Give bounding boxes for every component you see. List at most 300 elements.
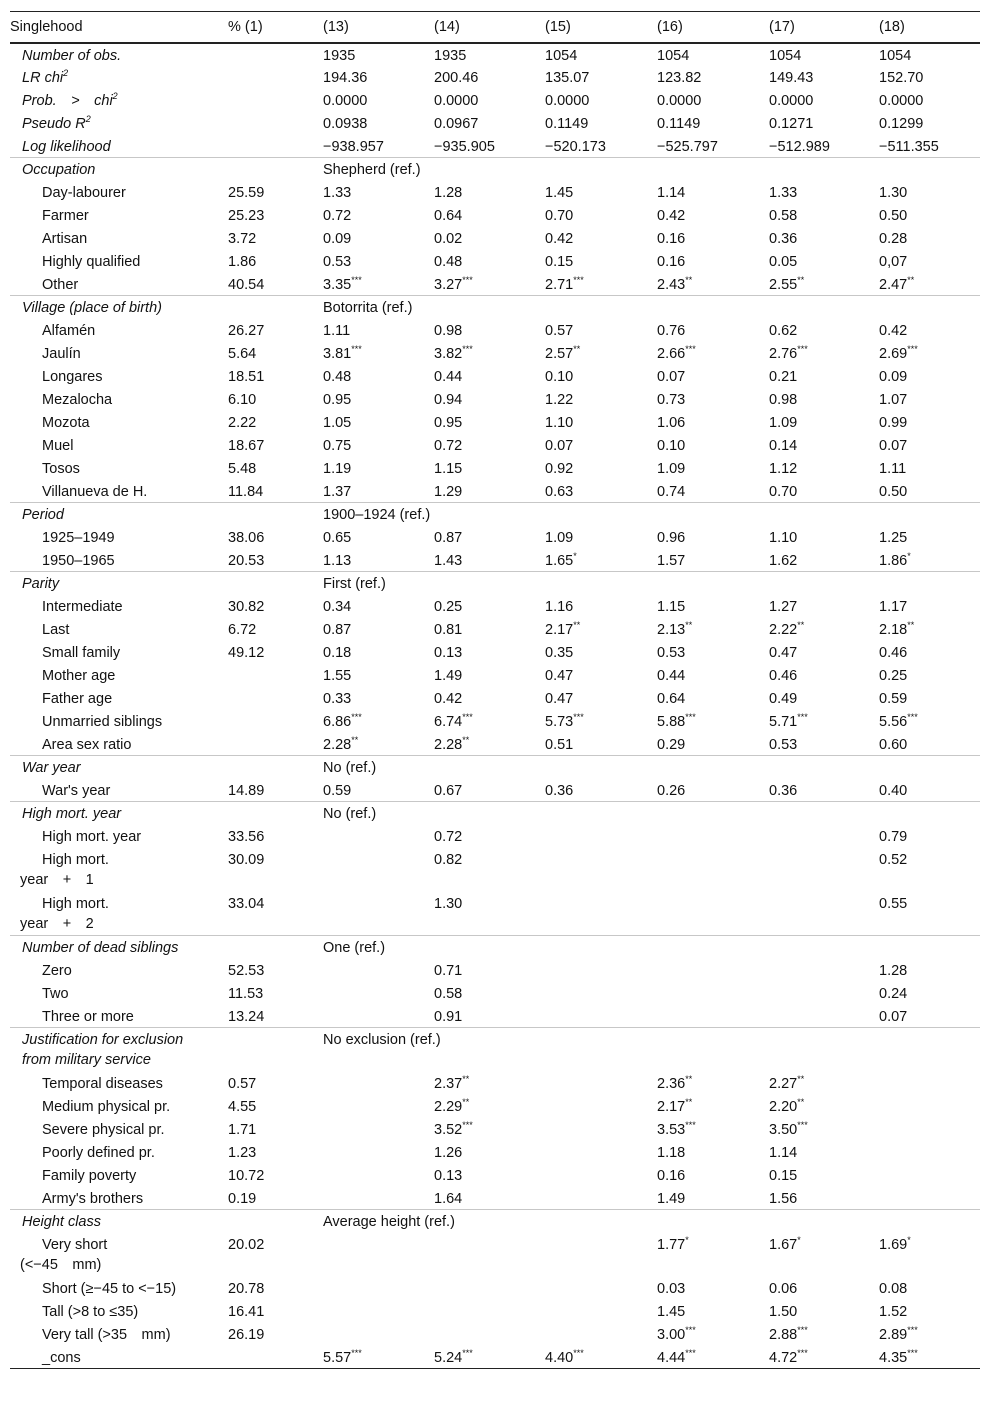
table-row [10, 1277, 980, 1300]
significance-stars: *** [907, 711, 918, 722]
coef-cell [323, 549, 434, 572]
coef-value: 0.70 [769, 483, 798, 500]
significance-stars: *** [573, 1347, 584, 1358]
percent-cell [228, 687, 323, 710]
percent-cell: 11.53 [228, 985, 264, 1002]
row-label-text: Longares [42, 368, 103, 385]
coef-cell [879, 1005, 980, 1028]
coef-value: 0.14 [769, 437, 798, 454]
coef-cell [323, 365, 434, 388]
coef-cell [879, 595, 980, 618]
percent-cell [228, 66, 323, 89]
coef-cell [434, 342, 545, 365]
significance-stars: *** [573, 711, 584, 722]
coef-cell [879, 43, 980, 66]
reference-category: 1900–1924 (ref.) [323, 503, 980, 526]
coef-value: 2.57 [545, 345, 574, 362]
coef-value: 0.36 [769, 230, 798, 247]
coef-cell [545, 43, 657, 66]
coef-cell [879, 1233, 980, 1277]
table-row [10, 1187, 980, 1210]
coef-cell [879, 982, 980, 1005]
row-label-text: Number of dead siblings [22, 940, 179, 956]
coef-cell [657, 250, 769, 273]
table-row [10, 89, 980, 112]
table-row [10, 1005, 980, 1028]
coef-value: 0.0000 [434, 92, 479, 109]
coef-value: 0.76 [657, 322, 686, 339]
percent-cell: 3.72 [228, 230, 257, 247]
row-label-text: Zero [42, 962, 72, 979]
row-label-text: Last [42, 621, 70, 638]
coef-value: 0.60 [879, 736, 908, 753]
coef-value: 1.10 [545, 414, 574, 431]
coef-value: 0.48 [323, 368, 352, 385]
coef-cell [434, 687, 545, 710]
coef-cell [323, 227, 434, 250]
coef-value: 1.33 [323, 184, 352, 201]
row-label-text: Occupation [22, 162, 96, 178]
significance-stars: * [685, 1234, 689, 1245]
coef-cell [545, 549, 657, 572]
coef-cell [879, 434, 980, 457]
significance-stars: ** [685, 1073, 693, 1084]
row-label [10, 273, 228, 296]
coef-value: 123.82 [657, 69, 702, 86]
coef-cell [879, 227, 980, 250]
table-row [10, 892, 980, 936]
coef-cell [434, 365, 545, 388]
coef-cell [323, 526, 434, 549]
coef-cell [769, 480, 879, 503]
coef-cell [879, 204, 980, 227]
percent-cell [228, 664, 323, 687]
row-label [10, 1300, 228, 1323]
coef-value: 1.11 [323, 322, 351, 339]
table-row [10, 1164, 980, 1187]
coef-cell [769, 526, 879, 549]
coef-cell [657, 1300, 769, 1323]
coef-cell [879, 457, 980, 480]
coef-cell [879, 959, 980, 982]
coef-cell [657, 1187, 769, 1210]
coef-value: 1.30 [879, 184, 908, 201]
coef-value: 0.46 [769, 667, 798, 684]
table-row [10, 959, 980, 982]
coef-value: 0.16 [657, 1167, 686, 1184]
table-row [10, 112, 980, 135]
coef-value: 1.49 [434, 667, 463, 684]
coef-value: 2.17 [657, 1098, 686, 1115]
coef-cell [657, 848, 769, 892]
row-label-text: 1950–1965 [42, 552, 115, 569]
coef-value: 3.82 [434, 345, 463, 362]
coef-cell [545, 434, 657, 457]
coef-value: 0.70 [545, 207, 574, 224]
row-label [10, 710, 228, 733]
row-label-text: Severe physical pr. [42, 1121, 165, 1138]
table-row [10, 1095, 980, 1118]
coef-value: 0.42 [545, 230, 574, 247]
label-superscript: 2 [85, 113, 91, 124]
coef-value: 0.0967 [434, 115, 479, 132]
coef-cell [545, 480, 657, 503]
table-row [10, 549, 980, 572]
table-row [10, 1072, 980, 1095]
percent-cell: 30.09 [228, 851, 265, 868]
coef-value: 1.77 [657, 1236, 686, 1253]
row-label-text: LR chi [22, 69, 64, 86]
coef-value: 1.09 [769, 414, 798, 431]
coef-value: 0.21 [769, 368, 798, 385]
coef-value: 5.57 [323, 1349, 352, 1366]
coef-value: 0.59 [323, 782, 352, 799]
percent-cell [228, 733, 323, 756]
coef-cell [769, 618, 879, 641]
coef-value: 1054 [657, 47, 690, 64]
coef-value: 4.44 [657, 1349, 686, 1366]
row-label-text: _cons [42, 1349, 81, 1366]
table-row [10, 825, 980, 848]
percent-cell: 25.23 [228, 207, 265, 224]
coef-cell [769, 319, 879, 342]
coef-value: 2.55 [769, 276, 798, 293]
coef-cell [657, 480, 769, 503]
significance-stars: *** [462, 711, 473, 722]
coef-cell [434, 1277, 545, 1300]
coef-cell [434, 1323, 545, 1346]
row-label-text: Highly qualified [42, 253, 141, 270]
coef-value: −938.957 [323, 138, 384, 155]
coef-value: 0.59 [879, 690, 908, 707]
coef-value: 1.28 [879, 962, 908, 979]
coef-cell [545, 112, 657, 135]
coef-cell [434, 595, 545, 618]
coef-value: 0.52 [879, 851, 908, 868]
significance-stars: ** [797, 1096, 805, 1107]
coef-cell [434, 779, 545, 802]
coef-cell [657, 273, 769, 296]
coef-value: 1.27 [769, 598, 798, 615]
coef-value: 0.73 [657, 391, 686, 408]
coef-cell [434, 959, 545, 982]
coef-value: 0.09 [323, 230, 352, 247]
row-label-text: Unmarried siblings [42, 713, 163, 730]
coef-cell [657, 595, 769, 618]
coef-value: 1.07 [879, 391, 908, 408]
coef-value: 0.98 [769, 391, 798, 408]
significance-stars: *** [351, 711, 362, 722]
coef-cell [545, 733, 657, 756]
table-row [10, 250, 980, 273]
percent-cell: 6.72 [228, 621, 257, 638]
coef-cell [545, 595, 657, 618]
coef-value: 6.86 [323, 713, 352, 730]
coef-cell [657, 1095, 769, 1118]
row-label [10, 250, 228, 273]
coef-cell [657, 1233, 769, 1277]
coef-cell [545, 892, 657, 936]
table-row [10, 296, 980, 319]
coef-cell [545, 1187, 657, 1210]
significance-stars: *** [907, 343, 918, 354]
coef-value: −512.989 [769, 138, 830, 155]
coef-cell [545, 66, 657, 89]
coef-value: 1.18 [657, 1144, 686, 1161]
coef-cell [545, 687, 657, 710]
table-row [10, 1028, 980, 1072]
percent-cell [228, 112, 323, 135]
coef-value: 1.14 [769, 1144, 798, 1161]
coef-value: 0.58 [434, 985, 463, 1002]
coef-value: 0.0938 [323, 115, 368, 132]
coef-cell [769, 641, 879, 664]
coef-cell [879, 342, 980, 365]
coef-cell [545, 1233, 657, 1277]
coef-value: 1.49 [657, 1190, 686, 1207]
coef-value: 2.47 [879, 276, 908, 293]
coef-cell [769, 982, 879, 1005]
significance-stars: ** [573, 619, 581, 630]
row-label [10, 1072, 228, 1095]
coef-cell [323, 1164, 434, 1187]
coef-value: 0.79 [879, 828, 908, 845]
coef-value: 0.15 [769, 1167, 798, 1184]
coef-value: 1.30 [434, 895, 463, 912]
percent-cell: 30.82 [228, 598, 265, 615]
coef-value: 0.82 [434, 851, 463, 868]
coef-cell [879, 549, 980, 572]
coef-value: 0.50 [879, 483, 908, 500]
row-label-text: High mort. [42, 895, 109, 912]
reference-category: Botorrita (ref.) [323, 296, 980, 319]
percent-cell: 18.67 [228, 437, 265, 454]
row-label [10, 342, 228, 365]
coef-cell [657, 43, 769, 66]
percent-cell: 2.22 [228, 414, 257, 431]
coef-value: 2.17 [545, 621, 574, 638]
row-label-text: Tosos [42, 460, 80, 477]
row-label-text: Three or more [42, 1008, 134, 1025]
table-row [10, 595, 980, 618]
row-label [10, 1233, 228, 1277]
header-cell-variable: Singlehood [10, 12, 228, 43]
coef-value: 152.70 [879, 69, 924, 86]
coef-cell [434, 526, 545, 549]
row-label [10, 112, 228, 135]
row-label-text: Alfamén [42, 322, 96, 339]
significance-stars: *** [351, 1347, 362, 1358]
coef-cell [769, 135, 879, 158]
coef-cell [657, 982, 769, 1005]
section-label [10, 296, 228, 319]
coef-value: 135.07 [545, 69, 590, 86]
percent-cell: 0.57 [228, 1075, 257, 1092]
coef-cell [769, 181, 879, 204]
significance-stars: *** [351, 343, 362, 354]
coef-value: 0.1149 [545, 115, 589, 132]
row-label-continuation: from military service [22, 1052, 151, 1068]
section-label [10, 503, 228, 526]
coef-cell [545, 89, 657, 112]
coef-value: 0.95 [434, 414, 463, 431]
coef-cell [545, 1346, 657, 1369]
coef-value: 0.74 [657, 483, 686, 500]
significance-stars: ** [797, 1073, 805, 1084]
coef-value: 1.43 [434, 552, 463, 569]
percent-cell [228, 802, 323, 825]
coef-value: 0.46 [879, 644, 908, 661]
row-label [10, 457, 228, 480]
coef-value: −525.797 [657, 138, 718, 155]
percent-cell [228, 89, 323, 112]
coef-cell [879, 664, 980, 687]
section-label [10, 158, 228, 181]
coef-cell [434, 733, 545, 756]
coef-cell [769, 825, 879, 848]
coef-value: 1.10 [769, 529, 798, 546]
coef-cell [657, 549, 769, 572]
coef-value: 0.28 [879, 230, 908, 247]
coef-value: 0.94 [434, 391, 463, 408]
coef-cell [769, 457, 879, 480]
row-label [10, 388, 228, 411]
coef-value: 0.72 [323, 207, 352, 224]
section-label [10, 1210, 228, 1233]
coef-cell [545, 181, 657, 204]
coef-cell [769, 434, 879, 457]
coef-cell [879, 250, 980, 273]
row-label [10, 618, 228, 641]
coef-cell [879, 892, 980, 936]
percent-cell: 1.23 [228, 1144, 257, 1161]
significance-stars: *** [797, 1347, 808, 1358]
row-label [10, 1095, 228, 1118]
coef-cell [434, 319, 545, 342]
row-label-text: Prob. > chi [22, 92, 113, 109]
table-row [10, 1300, 980, 1323]
coef-value: 1.28 [434, 184, 463, 201]
coef-value: 0.71 [434, 962, 463, 979]
percent-cell: 1.86 [228, 253, 257, 270]
row-label-text: Period [22, 507, 64, 523]
coef-cell [323, 733, 434, 756]
coef-cell [657, 710, 769, 733]
header-cell-model-13: (13) [323, 12, 434, 43]
header-row [10, 12, 980, 43]
coef-cell [657, 1072, 769, 1095]
label-superscript: 2 [63, 67, 69, 78]
coef-cell [545, 1164, 657, 1187]
coef-cell [323, 250, 434, 273]
coef-cell [434, 250, 545, 273]
coef-value: 1935 [323, 47, 356, 64]
percent-cell [228, 1028, 323, 1072]
coef-value: 0.26 [657, 782, 686, 799]
coef-cell [323, 273, 434, 296]
coef-value: 1.64 [434, 1190, 463, 1207]
significance-stars: * [797, 1234, 801, 1245]
coef-value: 0.64 [434, 207, 463, 224]
coef-cell [323, 1233, 434, 1277]
section-label [10, 802, 228, 825]
significance-stars: ** [351, 734, 359, 745]
coef-cell [769, 204, 879, 227]
row-label-text: High mort. year [42, 828, 142, 845]
significance-stars: ** [685, 274, 693, 285]
coef-cell [769, 1118, 879, 1141]
coef-value: 0.87 [434, 529, 463, 546]
table-row [10, 480, 980, 503]
significance-stars: *** [685, 343, 696, 354]
percent-cell: 18.51 [228, 368, 265, 385]
row-label [10, 43, 228, 66]
coef-cell [323, 1187, 434, 1210]
coef-value: 1.16 [545, 598, 574, 615]
coef-cell [657, 181, 769, 204]
coef-cell [323, 1072, 434, 1095]
significance-stars: ** [462, 1096, 470, 1107]
coef-value: 0.49 [769, 690, 798, 707]
coef-cell [657, 1164, 769, 1187]
significance-stars: *** [462, 274, 473, 285]
coef-cell [769, 848, 879, 892]
header-cell-percent: % (1) [228, 12, 323, 43]
table-row [10, 1346, 980, 1369]
coef-cell [323, 1118, 434, 1141]
coef-cell [879, 1118, 980, 1141]
coef-cell [657, 825, 769, 848]
coef-cell [434, 549, 545, 572]
coef-value: 0.18 [323, 644, 352, 661]
coef-cell [657, 618, 769, 641]
coef-value: −520.173 [545, 138, 606, 155]
coef-cell [434, 457, 545, 480]
coef-cell [545, 779, 657, 802]
coef-cell [545, 319, 657, 342]
coef-cell [769, 66, 879, 89]
coef-cell [323, 1005, 434, 1028]
coef-value: 1054 [879, 47, 912, 64]
row-label-text: War's year [42, 782, 111, 799]
coef-cell [545, 135, 657, 158]
percent-cell: 49.12 [228, 644, 265, 661]
coef-value: 0.53 [769, 736, 798, 753]
coef-value: 0.25 [434, 598, 463, 615]
coef-cell [769, 1323, 879, 1346]
coef-cell [657, 1277, 769, 1300]
coef-value: 2.66 [657, 345, 686, 362]
coef-cell [879, 779, 980, 802]
coef-cell [545, 1300, 657, 1323]
coef-value: 2.37 [434, 1075, 463, 1092]
row-label-text: Height class [22, 1214, 101, 1230]
coef-cell [657, 342, 769, 365]
coef-value: 0.34 [323, 598, 352, 615]
coef-cell [879, 1323, 980, 1346]
coef-cell [434, 664, 545, 687]
coef-cell [323, 388, 434, 411]
coef-cell [434, 112, 545, 135]
coef-cell [769, 664, 879, 687]
coef-cell [434, 273, 545, 296]
coef-value: 1.50 [769, 1303, 798, 1320]
row-label-continuation: year + 1 [20, 871, 94, 888]
coef-value: 1.45 [657, 1303, 686, 1320]
coef-cell [545, 1095, 657, 1118]
coef-value: 1.19 [323, 460, 352, 477]
coef-value: 2.69 [879, 345, 908, 362]
